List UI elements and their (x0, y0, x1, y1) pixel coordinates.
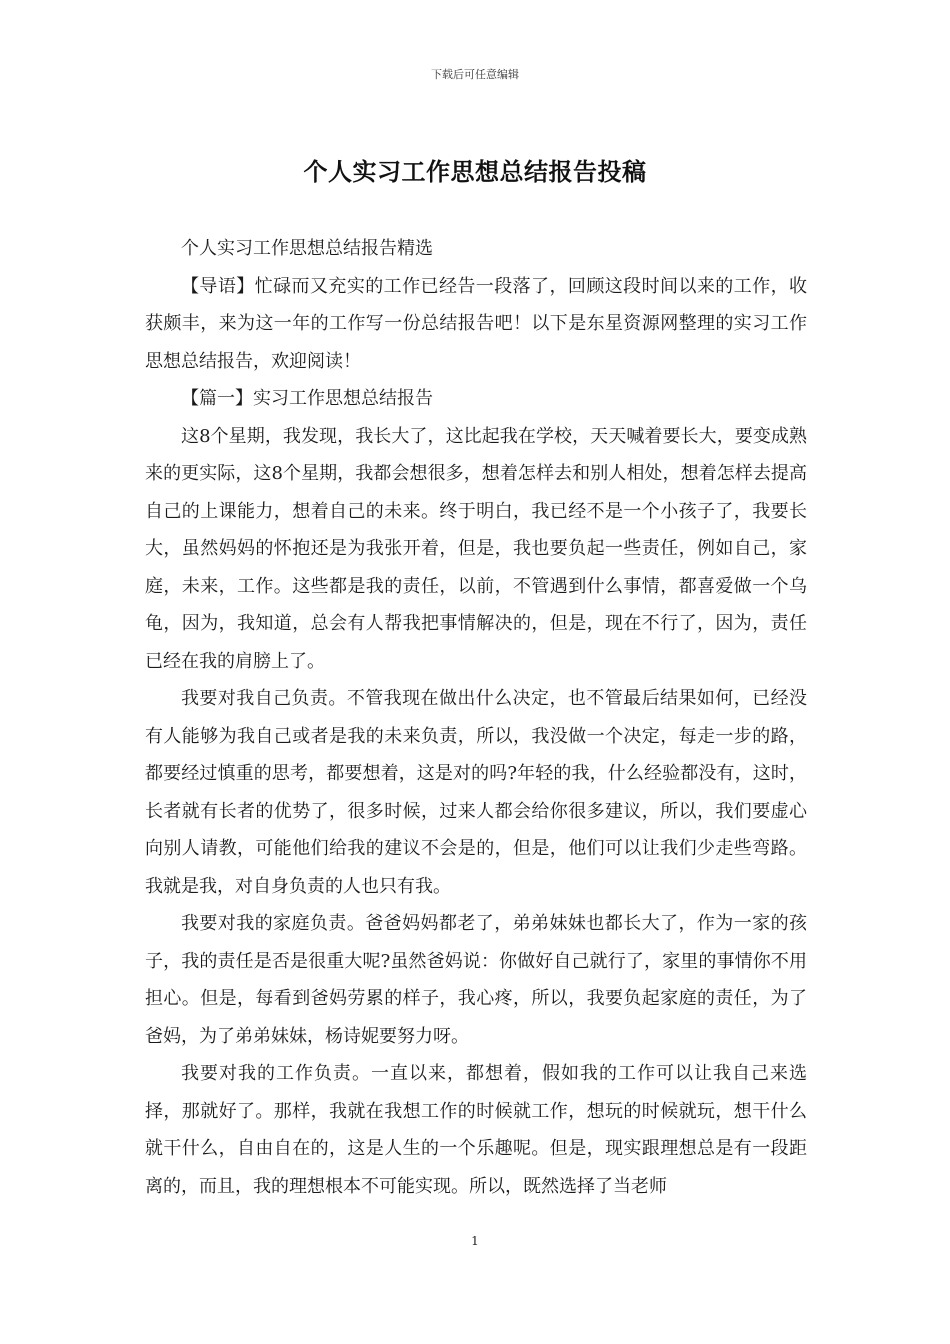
paragraph-body: 这8个星期，我发现，我长大了，这比起我在学校，天天喊着要长大，要变成熟来的更实际，这8个星期，我都会想很多，想着怎样去和别人相处，想着怎样去提高自己的上课能力，想着自己的未来。终于明白，我已经不是一个小孩子了，我要长大，虽然妈妈的怀抱还是为我张开着，但是，我也要负起一些责任，例如自己，家庭，未来，工作。这些都是我的责任，以前，不管遇到什么事情，都喜爱做一个乌龟，因为，我知道，总会有人帮我把事情解决的，但是，现在不行了，因为，责任已经在我的肩膀上了。 (145, 425, 807, 672)
paragraph-subtitle: 个人实习工作思想总结报告精选 (181, 238, 433, 259)
paragraph-body: 我要对我自己负责。不管我现在做出什么决定，也不管最后结果如何，已经没有人能够为我自己或者是我的未来负责，所以，我没做一个决定，每走一步的路，都要经过慎重的思考，都要想着，这是对的吗?年轻的我，什么经验都没有，这时，长者就有长者的优势了，很多时候，过来人都会给你很多建议，所以，我们要虚心向别人请教，可能他们给我的建议不会是的，但是，他们可以让我们少走些弯路。我就是我，对自身负责的人也只有我。 (145, 688, 807, 897)
page-number: 1 (471, 1234, 479, 1248)
paragraph-body: 我要对我的工作负责。一直以来，都想着，假如我的工作可以让我自己来选择，那就好了。那样，我就在我想工作的时候就工作，想玩的时候就玩，想干什么就干什么，自由自在的，这是人生的一个乐趣呢。但是，现实跟理想总是有一段距离的，而且，我的理想根本不可能实现。所以，既然选择了当老师 (145, 1063, 807, 1197)
paragraph-body: 我要对我的家庭负责。爸爸妈妈都老了，弟弟妹妹也都长大了，作为一家的孩子，我的责任是否是很重大呢?虽然爸妈说：你做好自己就行了，家里的事情你不用担心。但是，每看到爸妈劳累的样子，我心疼，所以，我要负起家庭的责任，为了爸妈，为了弟弟妹妹，杨诗妮要努力呀。 (145, 913, 807, 1047)
paragraph-intro: 【导语】忙碌而又充实的工作已经告一段落了，回顾这段时间以来的工作，收获颇丰，来为这一年的工作写一份总结报告吧！以下是东星资源网整理的实习工作思想总结报告，欢迎阅读！ (145, 275, 807, 372)
document-body (145, 230, 807, 1205)
document-title: 个人实习工作思想总结报告投稿 (303, 157, 647, 186)
header-note: 下载后可任意编辑 (431, 68, 519, 81)
paragraph-section-heading: 【篇一】实习工作思想总结报告 (181, 388, 433, 409)
